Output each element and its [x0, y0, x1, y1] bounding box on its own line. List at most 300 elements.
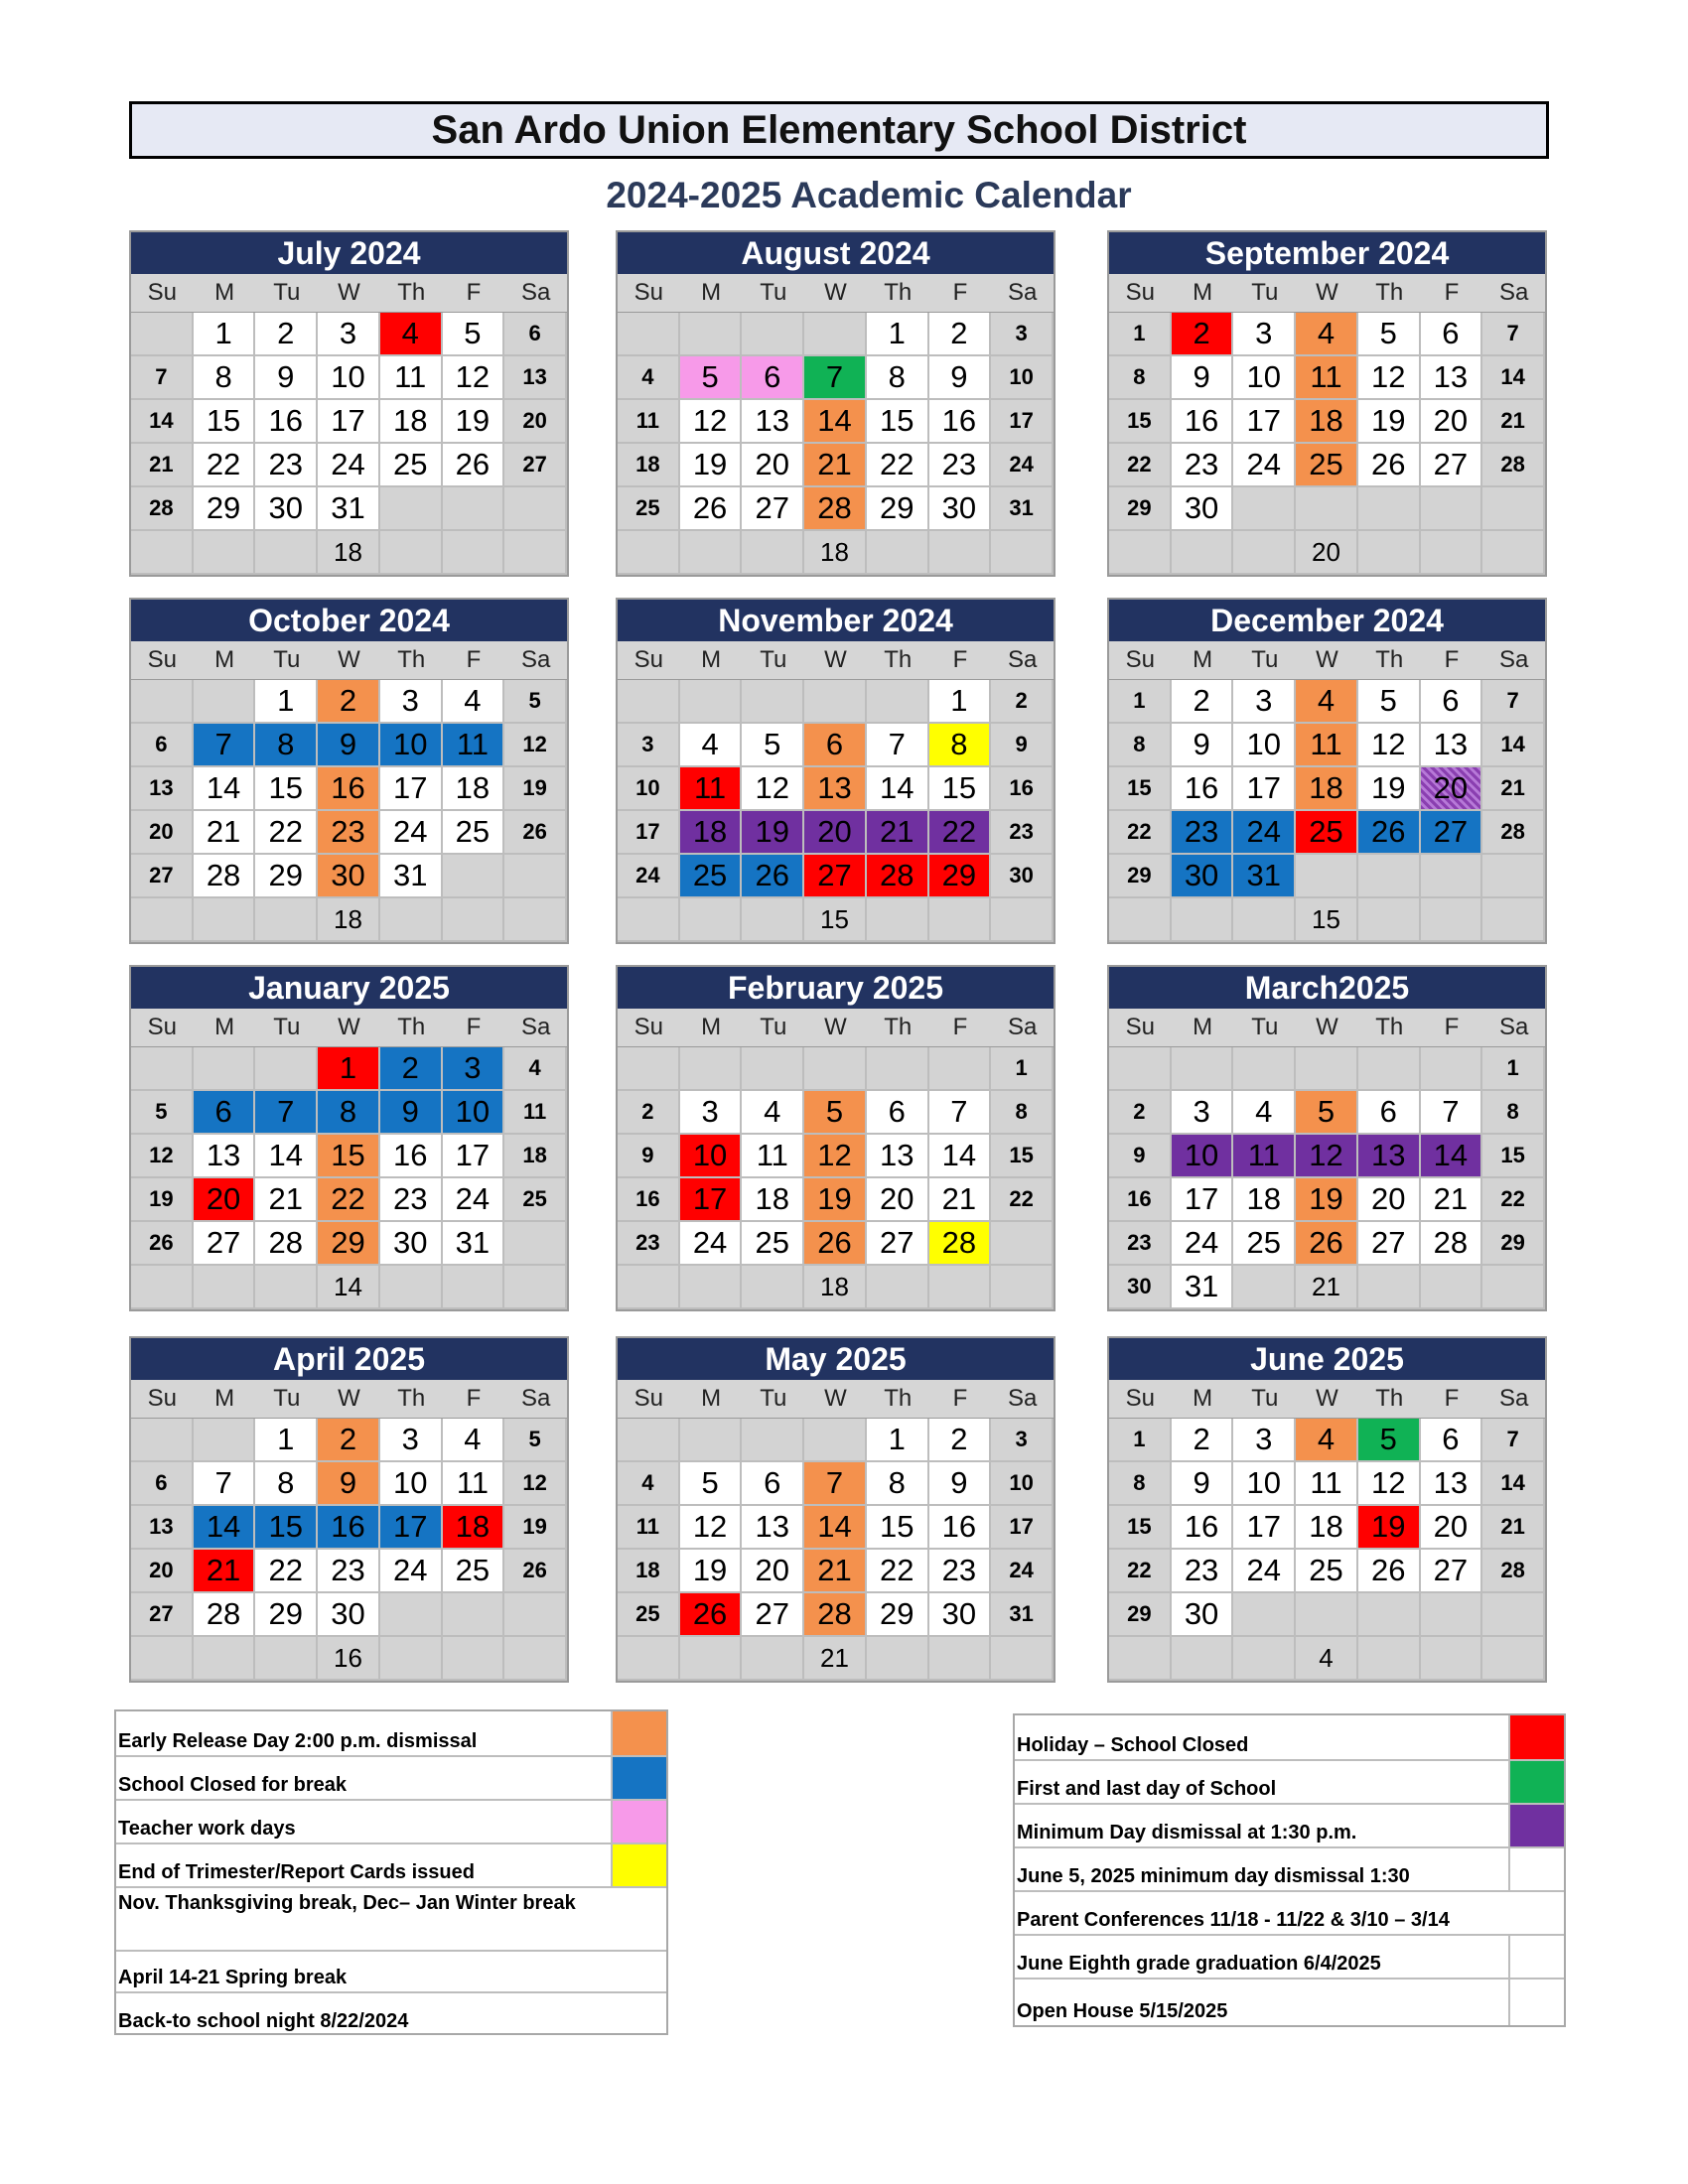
day-cell: 29	[1109, 1593, 1172, 1637]
school-days-count: 18	[804, 531, 867, 575]
day-cell: 27	[867, 1222, 929, 1266]
day-cell: 22	[929, 811, 992, 855]
day-cell: 10	[1233, 356, 1296, 400]
legend-swatch	[1508, 1936, 1564, 1978]
day-cell: 20	[1358, 1178, 1421, 1222]
empty-cell	[131, 531, 194, 575]
day-cell: 3	[380, 680, 443, 724]
empty-cell	[255, 1637, 318, 1681]
day-cell: 14	[194, 1506, 256, 1550]
day-cell: 1	[255, 680, 318, 724]
day-cell: 18	[443, 767, 505, 811]
empty-cell	[991, 531, 1054, 575]
day-cell: 23	[929, 444, 992, 487]
day-grid	[618, 1419, 1054, 1681]
empty-cell	[1233, 1637, 1296, 1681]
weekday-label: Th	[397, 646, 426, 673]
day-cell: 5	[131, 1091, 194, 1135]
day-cell: 20	[1421, 400, 1483, 444]
day-cell: 17	[443, 1135, 505, 1178]
day-cell: 29	[867, 1593, 929, 1637]
month-title: August 2024	[618, 232, 1054, 274]
empty-cell	[929, 898, 992, 942]
day-cell: 19	[1358, 400, 1421, 444]
day-cell: 8	[255, 1462, 318, 1506]
legend-row	[116, 1844, 666, 1888]
weekday-header	[1109, 641, 1545, 680]
day-cell: 10	[1172, 1135, 1234, 1178]
day-cell: 8	[929, 724, 992, 767]
day-cell: 17	[380, 1506, 443, 1550]
month-title: March2025	[1109, 967, 1545, 1009]
empty-cell	[680, 680, 743, 724]
weekday-label: M	[1193, 1014, 1213, 1040]
day-cell: 15	[929, 767, 992, 811]
day-cell: 28	[867, 855, 929, 898]
empty-cell	[131, 313, 194, 356]
day-cell: 4	[1296, 680, 1358, 724]
empty-cell	[742, 531, 804, 575]
day-cell: 15	[1109, 400, 1172, 444]
weekday-label: F	[466, 646, 482, 673]
empty-cell	[1233, 1593, 1296, 1637]
day-grid	[131, 1419, 567, 1681]
month-title: February 2025	[618, 967, 1054, 1009]
empty-cell	[742, 898, 804, 942]
day-cell: 6	[1358, 1091, 1421, 1135]
day-cell: 3	[1233, 1419, 1296, 1462]
weekday-label: Tu	[1251, 646, 1279, 673]
empty-cell	[131, 1637, 194, 1681]
weekday-label: Tu	[760, 279, 787, 306]
day-cell: 1	[867, 313, 929, 356]
empty-cell	[1233, 1266, 1296, 1309]
weekday-label: Su	[1125, 646, 1156, 673]
day-cell: 21	[194, 1550, 256, 1593]
day-cell: 12	[680, 400, 743, 444]
day-cell: 24	[1233, 1550, 1296, 1593]
day-cell: 12	[742, 767, 804, 811]
day-cell: 18	[1296, 767, 1358, 811]
day-cell: 24	[1233, 811, 1296, 855]
day-cell: 2	[1172, 680, 1234, 724]
empty-cell	[443, 1637, 505, 1681]
legend-row	[116, 1711, 666, 1757]
day-cell: 19	[1358, 767, 1421, 811]
day-cell: 29	[1109, 487, 1172, 531]
day-cell: 6	[194, 1091, 256, 1135]
day-cell: 24	[680, 1222, 743, 1266]
day-cell: 24	[318, 444, 380, 487]
day-cell: 21	[867, 811, 929, 855]
empty-cell	[380, 898, 443, 942]
day-cell: 19	[504, 767, 567, 811]
weekday-label: Sa	[1498, 1014, 1529, 1040]
weekday-label: Th	[1375, 1385, 1404, 1412]
empty-cell	[680, 898, 743, 942]
day-cell: 25	[618, 487, 680, 531]
month-calendar	[1107, 598, 1547, 944]
legend-label: School Closed for break	[118, 1774, 348, 1796]
day-grid	[618, 1047, 1054, 1309]
day-cell: 3	[318, 313, 380, 356]
empty-cell	[1296, 487, 1358, 531]
empty-cell	[1296, 1593, 1358, 1637]
day-cell: 26	[680, 487, 743, 531]
day-cell: 15	[1109, 1506, 1172, 1550]
day-cell: 20	[1421, 1506, 1483, 1550]
day-cell: 5	[680, 356, 743, 400]
day-cell: 2	[318, 1419, 380, 1462]
day-cell: 28	[1482, 444, 1545, 487]
weekday-header	[618, 641, 1054, 680]
day-cell: 13	[1421, 356, 1483, 400]
day-cell: 3	[991, 1419, 1054, 1462]
day-cell: 19	[443, 400, 505, 444]
day-cell: 18	[680, 811, 743, 855]
weekday-label: Th	[397, 1014, 426, 1040]
weekday-label: F	[952, 1385, 968, 1412]
month-title: June 2025	[1109, 1338, 1545, 1380]
empty-cell	[804, 1047, 867, 1091]
weekday-label: Tu	[760, 646, 787, 673]
day-cell: 6	[504, 313, 567, 356]
day-cell: 11	[742, 1135, 804, 1178]
day-cell: 11	[618, 1506, 680, 1550]
day-cell: 24	[991, 444, 1054, 487]
day-cell: 7	[194, 1462, 256, 1506]
empty-cell	[255, 1047, 318, 1091]
day-cell: 20	[504, 400, 567, 444]
day-cell: 26	[131, 1222, 194, 1266]
empty-cell	[1172, 1637, 1234, 1681]
day-grid	[131, 1047, 567, 1309]
empty-cell	[991, 1266, 1054, 1309]
day-cell: 16	[929, 400, 992, 444]
day-cell: 30	[318, 855, 380, 898]
day-grid	[618, 313, 1054, 575]
day-cell: 23	[318, 1550, 380, 1593]
empty-cell	[618, 313, 680, 356]
empty-cell	[194, 1266, 256, 1309]
day-cell: 7	[1421, 1091, 1483, 1135]
day-cell: 30	[991, 855, 1054, 898]
day-cell: 19	[1358, 1506, 1421, 1550]
day-cell: 9	[1172, 356, 1234, 400]
day-cell: 16	[991, 767, 1054, 811]
day-cell: 1	[991, 1047, 1054, 1091]
day-cell: 24	[991, 1550, 1054, 1593]
day-cell: 27	[804, 855, 867, 898]
day-cell: 15	[255, 767, 318, 811]
day-cell: 10	[380, 724, 443, 767]
day-cell: 10	[618, 767, 680, 811]
empty-cell	[1421, 1593, 1483, 1637]
weekday-label: F	[466, 279, 482, 306]
day-cell: 6	[131, 1462, 194, 1506]
weekday-label: Su	[1125, 1385, 1156, 1412]
day-cell: 5	[1358, 1419, 1421, 1462]
empty-cell	[742, 1047, 804, 1091]
empty-cell	[1109, 1047, 1172, 1091]
school-days-count: 21	[1296, 1266, 1358, 1309]
empty-cell	[680, 313, 743, 356]
empty-cell	[255, 898, 318, 942]
district-title: San Ardo Union Elementary School District	[129, 101, 1549, 159]
day-cell: 13	[867, 1135, 929, 1178]
empty-cell	[1233, 1047, 1296, 1091]
day-cell: 22	[1109, 1550, 1172, 1593]
day-cell: 8	[1109, 1462, 1172, 1506]
weekday-label: M	[701, 646, 722, 673]
day-cell: 26	[804, 1222, 867, 1266]
legend-row	[116, 1993, 666, 2035]
weekday-label: Sa	[1007, 279, 1038, 306]
empty-cell	[1358, 1593, 1421, 1637]
day-cell: 7	[194, 724, 256, 767]
weekday-label: Su	[147, 646, 178, 673]
day-cell: 28	[255, 1222, 318, 1266]
empty-cell	[1358, 1637, 1421, 1681]
legend-swatch	[1508, 1979, 1564, 2025]
day-cell: 11	[504, 1091, 567, 1135]
empty-cell	[1482, 487, 1545, 531]
calendar-subtitle: 2024-2025 Academic Calendar	[606, 175, 1132, 215]
day-cell: 20	[742, 1550, 804, 1593]
month-calendar	[616, 1336, 1055, 1683]
empty-cell	[1421, 1047, 1483, 1091]
legend-label: June Eighth grade graduation 6/4/2025	[1017, 1953, 1381, 1975]
empty-cell	[804, 313, 867, 356]
day-cell: 14	[255, 1135, 318, 1178]
empty-cell	[867, 1266, 929, 1309]
weekday-label: M	[701, 279, 722, 306]
day-cell: 10	[1233, 724, 1296, 767]
day-cell: 22	[1109, 444, 1172, 487]
legend-row	[1015, 1892, 1564, 1936]
month-title: December 2024	[1109, 600, 1545, 641]
day-cell: 12	[504, 724, 567, 767]
weekday-label: Tu	[1251, 279, 1279, 306]
day-cell: 24	[618, 855, 680, 898]
day-cell: 28	[1482, 1550, 1545, 1593]
empty-cell	[504, 531, 567, 575]
day-cell: 8	[1482, 1091, 1545, 1135]
weekday-label: W	[1316, 279, 1338, 306]
empty-cell	[680, 1637, 743, 1681]
day-cell: 4	[1296, 1419, 1358, 1462]
empty-cell	[867, 1637, 929, 1681]
day-cell: 14	[1482, 724, 1545, 767]
day-cell: 21	[1482, 400, 1545, 444]
day-cell: 23	[1109, 1222, 1172, 1266]
weekday-header	[131, 1380, 567, 1419]
day-cell: 8	[194, 356, 256, 400]
empty-cell	[1172, 1047, 1234, 1091]
day-cell: 1	[1109, 313, 1172, 356]
day-cell: 7	[131, 356, 194, 400]
day-cell: 2	[1172, 1419, 1234, 1462]
month-title: May 2025	[618, 1338, 1054, 1380]
empty-cell	[1109, 1637, 1172, 1681]
day-cell: 13	[131, 1506, 194, 1550]
empty-cell	[131, 1047, 194, 1091]
day-cell: 5	[742, 724, 804, 767]
month-calendar	[1107, 1336, 1547, 1683]
weekday-label: M	[214, 646, 235, 673]
empty-cell	[1172, 531, 1234, 575]
empty-cell	[443, 855, 505, 898]
day-cell: 12	[680, 1506, 743, 1550]
day-cell: 30	[1172, 855, 1234, 898]
day-grid	[1109, 1419, 1545, 1681]
day-cell: 20	[867, 1178, 929, 1222]
day-cell: 5	[504, 680, 567, 724]
day-cell: 7	[1482, 680, 1545, 724]
legend-row	[1015, 1715, 1564, 1761]
school-days-count: 21	[804, 1637, 867, 1681]
day-cell: 21	[1482, 1506, 1545, 1550]
day-cell: 3	[1172, 1091, 1234, 1135]
day-cell: 11	[380, 356, 443, 400]
day-cell: 1	[318, 1047, 380, 1091]
day-cell: 16	[618, 1178, 680, 1222]
empty-cell	[194, 1637, 256, 1681]
day-cell: 9	[991, 724, 1054, 767]
day-cell: 9	[1109, 1135, 1172, 1178]
day-cell: 22	[318, 1178, 380, 1222]
day-cell: 18	[380, 400, 443, 444]
day-cell: 13	[1421, 724, 1483, 767]
day-cell: 22	[1109, 811, 1172, 855]
day-cell: 30	[1172, 487, 1234, 531]
day-cell: 5	[1296, 1091, 1358, 1135]
day-cell: 18	[504, 1135, 567, 1178]
day-cell: 20	[131, 811, 194, 855]
weekday-label: W	[824, 279, 847, 306]
day-cell: 18	[1296, 1506, 1358, 1550]
weekday-label: Sa	[520, 279, 551, 306]
empty-cell	[1482, 1637, 1545, 1681]
day-cell: 28	[194, 1593, 256, 1637]
weekday-header	[618, 274, 1054, 313]
day-cell: 1	[867, 1419, 929, 1462]
weekday-label: F	[1444, 646, 1460, 673]
month-title: November 2024	[618, 600, 1054, 641]
day-cell: 10	[991, 356, 1054, 400]
day-cell: 9	[1172, 1462, 1234, 1506]
empty-cell	[804, 1419, 867, 1462]
day-cell: 1	[1482, 1047, 1545, 1091]
day-cell: 6	[804, 724, 867, 767]
empty-cell	[380, 531, 443, 575]
day-cell: 29	[1482, 1222, 1545, 1266]
day-cell: 3	[991, 313, 1054, 356]
day-cell: 15	[1109, 767, 1172, 811]
day-cell: 10	[991, 1462, 1054, 1506]
day-cell: 14	[867, 767, 929, 811]
day-cell: 31	[1172, 1266, 1234, 1309]
day-cell: 16	[1109, 1178, 1172, 1222]
day-cell: 25	[1296, 811, 1358, 855]
day-cell: 24	[380, 811, 443, 855]
day-cell: 17	[618, 811, 680, 855]
day-cell: 13	[742, 400, 804, 444]
day-cell: 5	[443, 313, 505, 356]
weekday-label: Tu	[760, 1385, 787, 1412]
day-cell: 4	[1296, 313, 1358, 356]
day-cell: 14	[804, 1506, 867, 1550]
day-cell: 20	[742, 444, 804, 487]
empty-cell	[929, 1047, 992, 1091]
day-cell: 19	[680, 444, 743, 487]
legend-label: Nov. Thanksgiving break, Dec– Jan Winter break	[118, 1892, 576, 1914]
month-calendar	[1107, 965, 1547, 1311]
day-cell: 15	[991, 1135, 1054, 1178]
day-cell: 6	[742, 1462, 804, 1506]
weekday-label: F	[1444, 1385, 1460, 1412]
weekday-label: Su	[633, 279, 664, 306]
day-cell: 11	[443, 724, 505, 767]
day-cell: 13	[1421, 1462, 1483, 1506]
day-cell: 19	[131, 1178, 194, 1222]
weekday-label: Su	[147, 1385, 178, 1412]
weekday-label: Th	[884, 279, 913, 306]
day-cell: 14	[131, 400, 194, 444]
day-cell: 2	[1172, 313, 1234, 356]
day-cell: 28	[1482, 811, 1545, 855]
weekday-label: Tu	[273, 1385, 301, 1412]
weekday-label: Su	[147, 1014, 178, 1040]
day-cell: 24	[380, 1550, 443, 1593]
weekday-label: Th	[397, 279, 426, 306]
legend-swatch	[1508, 1761, 1564, 1803]
day-cell: 22	[255, 1550, 318, 1593]
weekday-label: Th	[1375, 646, 1404, 673]
empty-cell	[443, 1266, 505, 1309]
day-cell: 7	[867, 724, 929, 767]
legend-label: Holiday – School Closed	[1017, 1734, 1249, 1756]
empty-cell	[742, 1637, 804, 1681]
day-cell: 10	[1233, 1462, 1296, 1506]
legend-swatch	[611, 1757, 666, 1799]
day-cell: 6	[1421, 1419, 1483, 1462]
day-cell: 20	[1421, 767, 1483, 811]
day-cell: 8	[991, 1091, 1054, 1135]
day-cell: 20	[131, 1550, 194, 1593]
day-cell: 1	[929, 680, 992, 724]
day-cell: 15	[318, 1135, 380, 1178]
weekday-header	[1109, 274, 1545, 313]
weekday-label: Th	[397, 1385, 426, 1412]
day-cell: 15	[867, 400, 929, 444]
weekday-label: W	[1316, 1385, 1338, 1412]
day-cell: 4	[1233, 1091, 1296, 1135]
day-cell: 12	[1358, 356, 1421, 400]
legend-swatch	[1508, 1805, 1564, 1846]
day-cell: 10	[380, 1462, 443, 1506]
day-cell: 22	[255, 811, 318, 855]
day-cell: 1	[194, 313, 256, 356]
empty-cell	[194, 1047, 256, 1091]
day-cell: 2	[929, 313, 992, 356]
empty-cell	[1482, 1593, 1545, 1637]
day-cell: 3	[618, 724, 680, 767]
empty-cell	[504, 898, 567, 942]
day-cell: 15	[194, 400, 256, 444]
day-cell: 26	[504, 1550, 567, 1593]
day-cell: 28	[1421, 1222, 1483, 1266]
